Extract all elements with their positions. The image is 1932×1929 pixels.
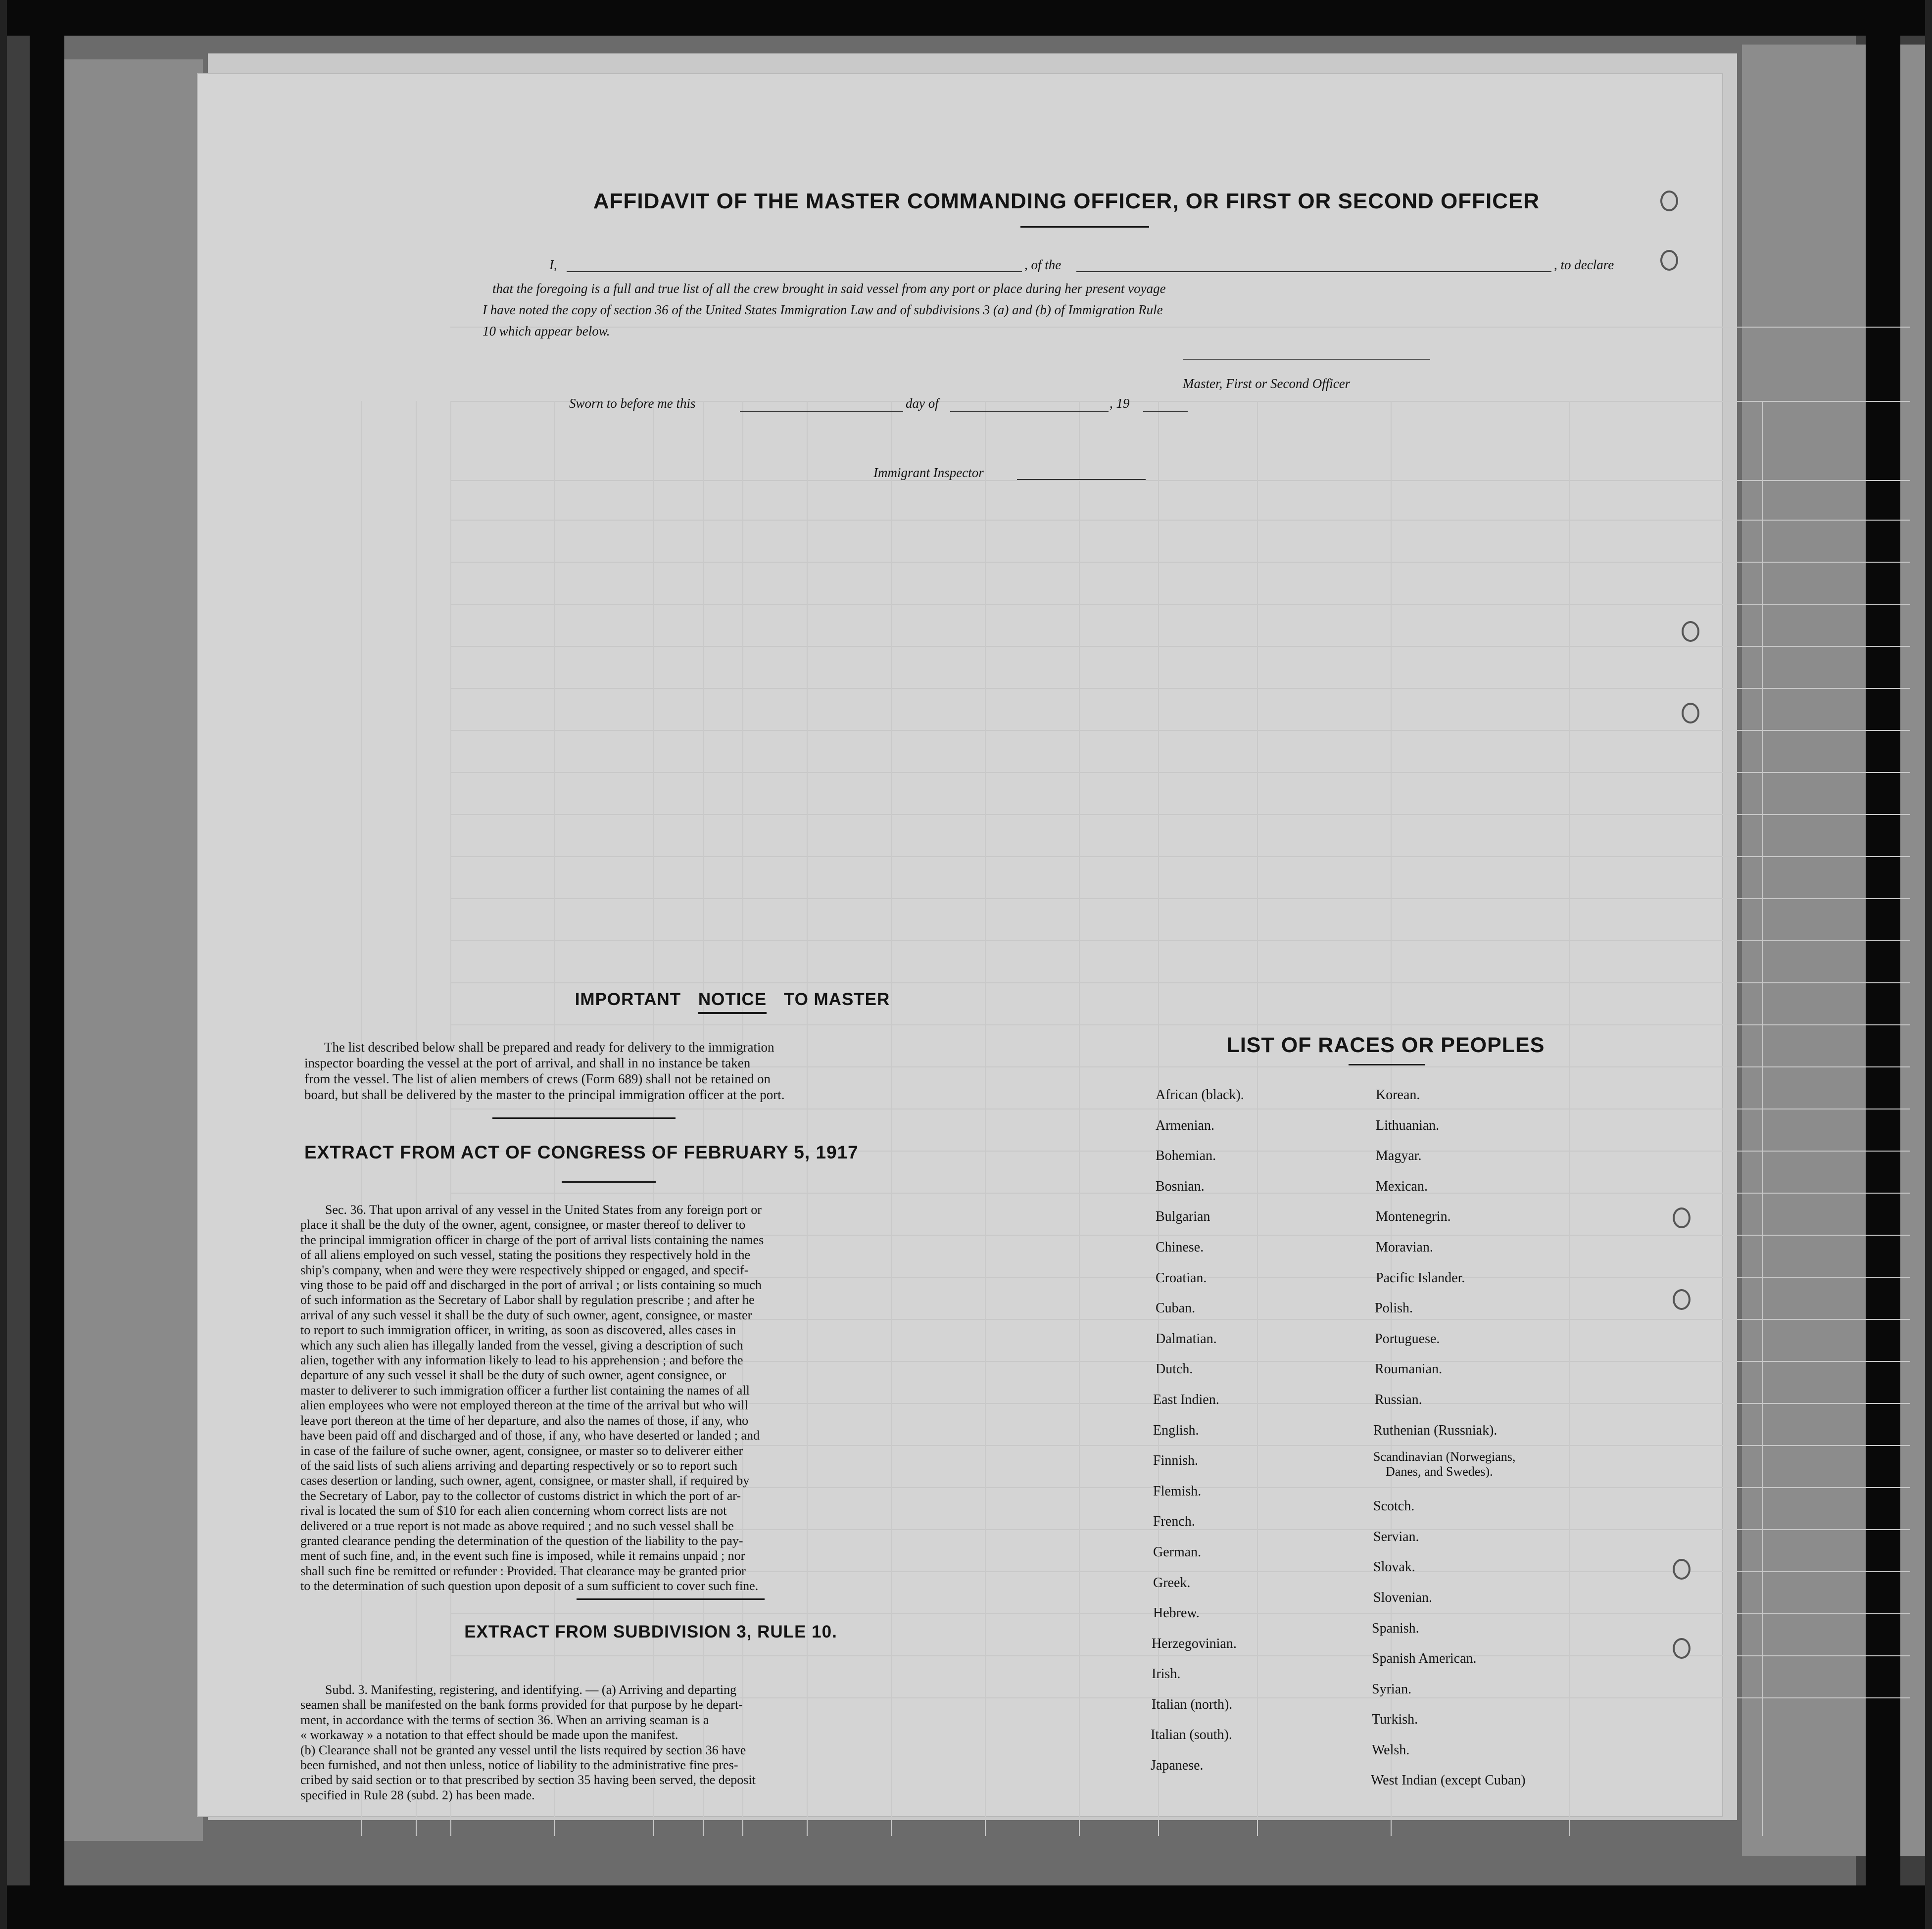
race-item: Hebrew. — [1153, 1605, 1200, 1621]
sworn-day-blank — [740, 411, 903, 412]
race-item: Greek. — [1153, 1575, 1191, 1591]
inspector-signature-line — [1017, 479, 1146, 480]
rule-line: specified in Rule 28 (subd. 2) has been made. — [300, 1787, 535, 1802]
race-item: Spanish. — [1372, 1620, 1419, 1636]
affidavit-to-declare-label: , to declare — [1554, 257, 1614, 272]
rule-line: « workaway » a notation to that effect should be made upon the manifest. — [300, 1728, 678, 1742]
binder-hole — [1682, 621, 1699, 642]
race-item: Ruthenian (Russniak). — [1373, 1422, 1497, 1438]
race-item: Chinese. — [1156, 1239, 1204, 1255]
race-item: Magyar. — [1376, 1148, 1422, 1164]
inspector-caption: Immigrant Inspector — [873, 465, 984, 480]
act-line: to the determination of such question upon deposit of a sum sufficient to cover such fine. — [300, 1579, 759, 1593]
act-line: of all aliens employed on such vessel, stating the positions they respectively hold in the — [300, 1248, 751, 1262]
act-line: leave port thereon at the time of her departure, and also the names of those, if any, who — [300, 1413, 749, 1428]
act-text — [300, 1203, 1082, 1594]
race-item: Cuban. — [1156, 1301, 1196, 1316]
act-heading-rule — [562, 1181, 656, 1183]
affidavit-of-the-label: , of the — [1024, 257, 1062, 272]
race-item: Pacific Islander. — [1376, 1270, 1465, 1286]
notice-line: inspector boarding the vessel at the port of arrival, and shall in no instance be taken — [304, 1056, 751, 1070]
race-item: African (black). — [1156, 1087, 1244, 1103]
notice-line: from the vessel. The list of alien members of crews (Form 689) shall not be retained on — [304, 1071, 771, 1086]
act-line: ment of such fine, and, in the event such fine is imposed, while it remains unpaid ; nor — [300, 1548, 745, 1563]
year-prefix: , 19 — [1110, 396, 1130, 411]
act-line: place it shall be the duty of the owner, agent, consignee, or master thereof to deliver to — [300, 1217, 746, 1232]
race-item: Finnish. — [1153, 1453, 1199, 1469]
act-line: of such information as the Secretary of Labor shall by regulation prescribe ; and after he — [300, 1293, 755, 1307]
binder-hole — [1673, 1638, 1690, 1659]
sworn-before-label: Sworn to before me this — [569, 396, 696, 411]
notice-heading-part-3: TO MASTER — [783, 990, 890, 1009]
rule-line: ment, in accordance with the terms of section 36. When an arriving seaman is a — [300, 1712, 709, 1727]
document-page — [198, 74, 1722, 1816]
affidavit-body — [483, 278, 1641, 342]
race-item: Lithuanian. — [1376, 1117, 1440, 1133]
act-line: alien employees who were not employed thereon at the time of the arrival but who will — [300, 1398, 748, 1413]
declarant-name-blank — [567, 271, 1022, 272]
binder-hole — [1673, 1559, 1690, 1580]
frame-edge-left — [0, 0, 7, 1929]
race-item: Bulgarian — [1156, 1209, 1210, 1225]
race-item: Slovak. — [1373, 1559, 1415, 1575]
act-line: arrival of any such vessel it shall be the duty of such owner, agent, consignee, or master — [300, 1307, 752, 1322]
frame-bottom — [0, 1885, 1932, 1929]
act-line: ship's company, when and were they were respectively shipped or engaged, and specif- — [300, 1262, 749, 1277]
affidavit-body-line-1: that the foregoing is a full and true list of all the crew brought in said vessel from any port or place during her present voyage — [492, 281, 1166, 296]
notice-line: The list described below shall be prepared and ready for delivery to the immigration — [324, 1040, 774, 1055]
act-line: alien, together with any information likely to lead to his apprehension ; and before the — [300, 1353, 743, 1368]
underlying-page-right — [1742, 45, 1930, 1856]
race-item: Bohemian. — [1156, 1148, 1216, 1164]
act-line: have been paid off and discharged and of those, if any, who have deserted or landed ; and — [300, 1428, 760, 1443]
race-item: Dalmatian. — [1156, 1331, 1217, 1347]
race-item: Armenian. — [1156, 1117, 1214, 1133]
sworn-line — [569, 396, 1237, 416]
race-item: Servian. — [1373, 1529, 1419, 1544]
act-line: shall such fine be remitted or refunder : Provided. That clearance may be granted prior — [300, 1563, 746, 1578]
act-line: delivered or a true report is not made as above required ; and no such vessel shall be — [300, 1518, 734, 1533]
act-heading: EXTRACT FROM ACT OF CONGRESS OF FEBRUARY 5, 1917 — [304, 1142, 859, 1162]
act-line: Sec. 36. That upon arrival of any vessel in the United States from any foreign port or — [325, 1203, 762, 1217]
affidavit-body-line-3: 10 which appear below. — [483, 324, 610, 338]
race-item: East Indien. — [1153, 1392, 1219, 1407]
affidavit-i-label: I, — [549, 257, 557, 272]
act-rule — [577, 1598, 765, 1600]
race-item: Syrian. — [1372, 1681, 1412, 1697]
race-item: Japanese. — [1151, 1758, 1204, 1774]
rule-line: seamen shall be manifested on the bank forms provided for that purpose by he depart- — [300, 1697, 743, 1712]
act-line: granted clearance pending the determination of the question of the liability to the pay- — [300, 1533, 743, 1548]
signature-caption: Master, First or Second Officer — [1183, 376, 1351, 391]
notice-heading — [408, 990, 1057, 1010]
frame-left — [30, 0, 64, 1929]
rule-line: (b) Clearance shall not be granted any vessel until the lists required by section 36 have — [300, 1742, 746, 1757]
race-item: Italian (north). — [1152, 1696, 1233, 1712]
frame-edge-right — [1925, 0, 1932, 1929]
race-item: Italian (south). — [1151, 1727, 1232, 1743]
day-of-label: day of — [906, 396, 939, 411]
signature-line — [1183, 359, 1430, 360]
race-item: Herzegovinian. — [1152, 1636, 1237, 1651]
binder-hole — [1673, 1207, 1690, 1228]
race-item: Scotch. — [1373, 1498, 1415, 1514]
race-item: West Indian (except Cuban) — [1371, 1773, 1526, 1788]
race-item: Korean. — [1376, 1087, 1420, 1103]
races-heading-rule — [1349, 1064, 1425, 1065]
races-left-column — [1151, 1080, 1244, 1781]
race-item: Moravian. — [1376, 1239, 1433, 1255]
sworn-year-blank — [1143, 411, 1188, 412]
notice-text — [304, 1039, 1079, 1103]
race-item: Mexican. — [1376, 1178, 1428, 1194]
notice-rule — [492, 1117, 676, 1119]
binder-hole — [1660, 250, 1678, 271]
race-item: Dutch. — [1156, 1361, 1193, 1377]
act-line: which any such alien has illegally landed from the vessel, giving a description of such — [300, 1338, 743, 1352]
rule-line: cribed by said section or to that prescribed by section 35 having been served, the deposit — [300, 1773, 756, 1787]
race-item: French. — [1153, 1514, 1195, 1530]
race-item: Croatian. — [1156, 1270, 1207, 1286]
notice-line: board, but shall be delivered by the master to the principal immigration officer at the port. — [304, 1087, 785, 1102]
act-line: departure of any such vessel it shall be the duty of such owner, agent consignee, or — [300, 1368, 726, 1383]
race-item: Flemish. — [1153, 1483, 1202, 1499]
act-line: cases desertion or landing, such owner, agent, consignee, or master shall, if required by — [300, 1473, 750, 1488]
act-line: the Secretary of Labor, pay to the collector of customs district in which the port of ar- — [300, 1488, 741, 1503]
affidavit-title: AFFIDAVIT OF THE MASTER COMMANDING OFFICER, OR FIRST OR SECOND OFFICER — [593, 189, 1540, 213]
act-line: in case of the failure of suche owner, agent, consignee, or master so to deliverer either — [300, 1443, 743, 1458]
race-item: Montenegrin. — [1376, 1209, 1451, 1225]
act-line: the principal immigration officer in charge of the port of arrival lists containing the names — [300, 1232, 764, 1247]
binder-hole — [1673, 1289, 1690, 1310]
race-item: English. — [1153, 1422, 1199, 1438]
race-item: Turkish. — [1372, 1712, 1418, 1728]
races-right-column — [1371, 1080, 1526, 1796]
affidavit-title-rule — [1020, 226, 1149, 228]
affidavit-body-line-2: I have noted the copy of section 36 of the United States Immigration Law and of subdivisions 3 (a) and (b) of Immigration Rule — [483, 302, 1163, 317]
race-item: Danes, and Swedes). — [1386, 1464, 1493, 1479]
vessel-name-blank — [1076, 271, 1551, 272]
affidavit-declarant-line — [549, 257, 1643, 277]
races-heading: LIST OF RACES OR PEOPLES — [1226, 1033, 1545, 1057]
notice-heading-part-1: IMPORTANT — [575, 990, 681, 1009]
binder-hole — [1682, 703, 1699, 723]
rule-line: Subd. 3. Manifesting, registering, and identifying. — (a) Arriving and departing — [325, 1683, 737, 1697]
act-line: of the said lists of such aliens arriving and departing respectively or so to report such — [300, 1458, 738, 1473]
sworn-month-blank — [950, 411, 1109, 412]
race-item: German. — [1153, 1544, 1202, 1560]
rule-text — [300, 1683, 1082, 1803]
notice-heading-part-2: NOTICE — [698, 990, 767, 1014]
race-item: Russian. — [1375, 1392, 1422, 1407]
race-item: Roumanian. — [1375, 1361, 1443, 1377]
race-item: Scandinavian (Norwegians, — [1373, 1449, 1516, 1464]
rule-heading: EXTRACT FROM SUBDIVISION 3, RULE 10. — [464, 1622, 837, 1641]
race-item: Polish. — [1375, 1301, 1413, 1316]
race-item: Bosnian. — [1156, 1178, 1205, 1194]
race-item: Welsh. — [1372, 1742, 1410, 1758]
act-line: master to deliverer to such immigration officer a further list containing the names of all — [300, 1383, 750, 1398]
frame-top — [0, 0, 1932, 36]
race-item: Spanish American. — [1372, 1651, 1477, 1667]
rule-line: been furnished, and not then unless, notice of liability to the administrative fine pres- — [300, 1758, 738, 1773]
act-line: ving those to be paid off and discharged in the port of arrival ; or lists containing so much — [300, 1278, 762, 1293]
binder-hole — [1660, 191, 1678, 211]
act-line: to report to such immigration officer, in writing, as soon as discovered, alles cases in — [300, 1323, 736, 1338]
race-item: Irish. — [1152, 1666, 1181, 1682]
race-item: Portuguese. — [1375, 1331, 1440, 1347]
frame-right — [1866, 0, 1900, 1929]
race-item: Slovenian. — [1373, 1590, 1432, 1605]
act-line: rival is located the sum of $10 for each alien concerning whom correct lists are not — [300, 1503, 727, 1518]
